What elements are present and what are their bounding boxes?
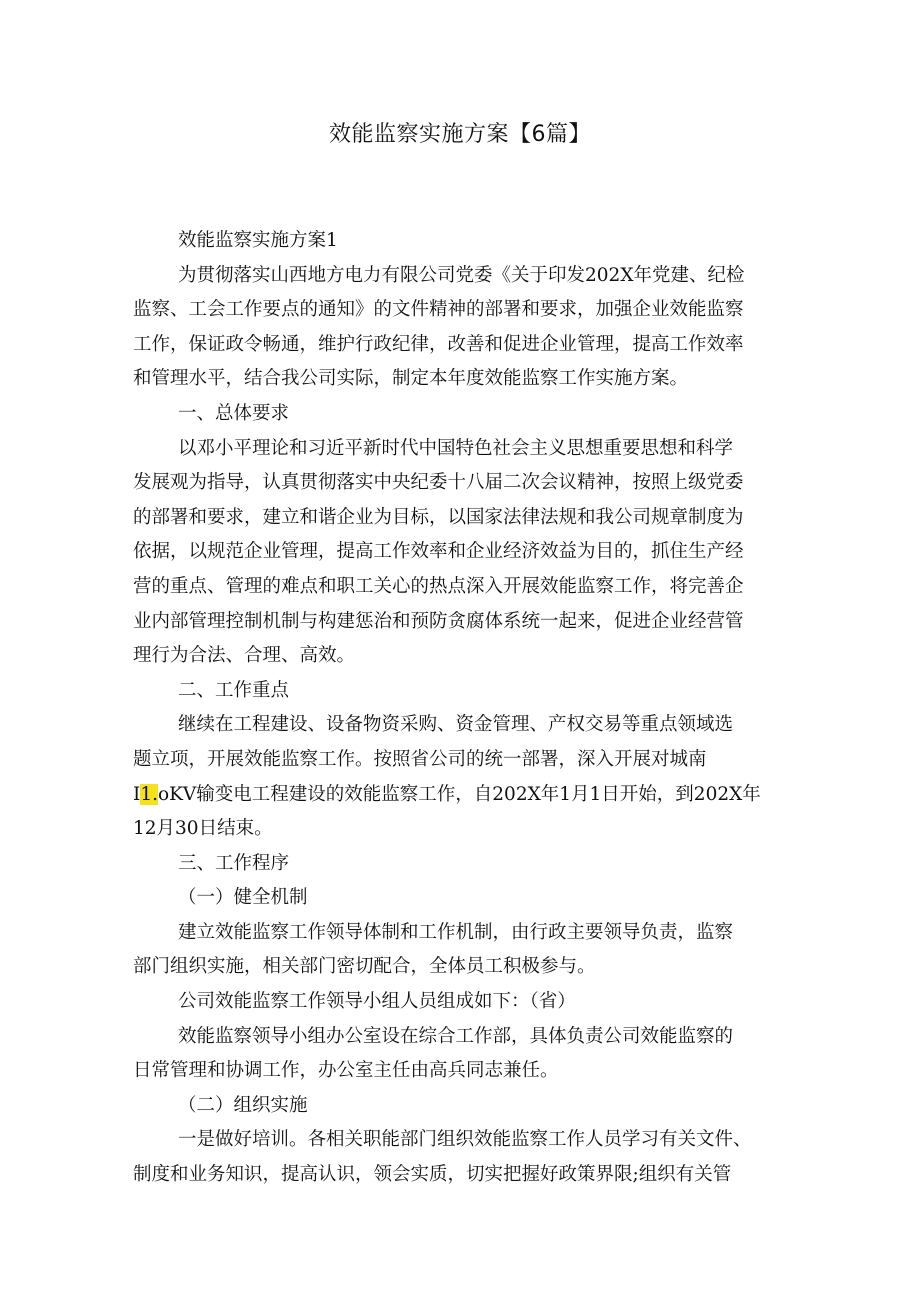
highlighted-text: 1. — [140, 783, 158, 805]
text-line: 题立项，开展效能监察工作。按照省公司的统一部署，深入开展对城南 — [133, 748, 707, 770]
text-line: 营的重点、管理的难点和职工关心的热点深入开展效能监察工作，将完善企 — [133, 575, 744, 597]
text-line: 理行为合法、合理、高效。 — [133, 645, 356, 667]
text-line: 一是做好培训。各相关职能部门组织效能监察工作人员学习有关文件、 — [178, 1129, 752, 1151]
text-segment: oKV输变电工程建设的效能监察工作，自202X年1月1日开始，到202X年 — [157, 783, 761, 805]
text-line: 日常管理和协调工作，办公室主任由高兵同志兼任。 — [133, 1060, 559, 1082]
text-line: 业内部管理控制机制与构建惩治和预防贪腐体系统一起来，促进企业经营管 — [133, 610, 744, 632]
text-line: （二）组织实施 — [178, 1094, 308, 1116]
text-line: 三、工作程序 — [178, 852, 290, 874]
text-line: 效能监察领导小组办公室设在综合工作部，具体负责公司效能监察的 — [178, 1025, 734, 1047]
text-line: 为贯彻落实山西地方电力有限公司党委《关于印发202X年党建、纪检 — [178, 264, 745, 286]
text-line — [133, 778, 793, 813]
text-line: 二、工作重点 — [178, 679, 290, 701]
text-line: 12月30日结束。 — [133, 818, 273, 840]
text-line: 的部署和要求，建立和谐企业为目标，以国家法律法规和我公司规章制度为 — [133, 506, 744, 528]
document-title: 效能监察实施方案【6篇】 — [329, 122, 591, 147]
text-line: 和管理水平，结合我公司实际，制定本年度效能监察工作实施方案。 — [133, 368, 689, 390]
text-line: 效能监察实施方案1 — [178, 230, 338, 251]
text-segment: I — [133, 783, 141, 805]
text-line: 监察、工会工作要点的通知》的文件精神的部署和要求，加强企业效能监察 — [133, 299, 744, 321]
text-line: 公司效能监察工作领导小组人员组成如下：（省） — [178, 991, 576, 1013]
text-line: 依据，以规范企业管理，提高工作效率和企业经济效益为目的，抓住生产经 — [133, 541, 744, 563]
text-line: 发展观为指导，认真贯彻落实中央纪委十八届二次会议精神，按照上级党委 — [133, 472, 744, 494]
text-line: 一、总体要求 — [178, 402, 290, 424]
text-line: 建立效能监察工作领导体制和工作机制，由行政主要领导负责，监察 — [178, 921, 734, 943]
text-line: 工作，保证政令畅通，维护行政纪律，改善和促进企业管理，提高工作效率 — [133, 333, 744, 355]
text-line: 制度和业务知识，提高认识，领会实质，切实把握好政策界限;组织有关管 — [133, 1164, 732, 1186]
text-line: （一）健全机制 — [178, 887, 308, 909]
text-line: 以邓小平理论和习近平新时代中国特色社会主义思想重要思想和科学 — [178, 437, 734, 459]
document-body — [133, 224, 793, 1193]
text-line: 继续在工程建设、设备物资采购、资金管理、产权交易等重点领域选 — [178, 714, 734, 736]
text-line: 部门组织实施，相关部门密切配合，全体员工积极参与。 — [133, 956, 596, 978]
